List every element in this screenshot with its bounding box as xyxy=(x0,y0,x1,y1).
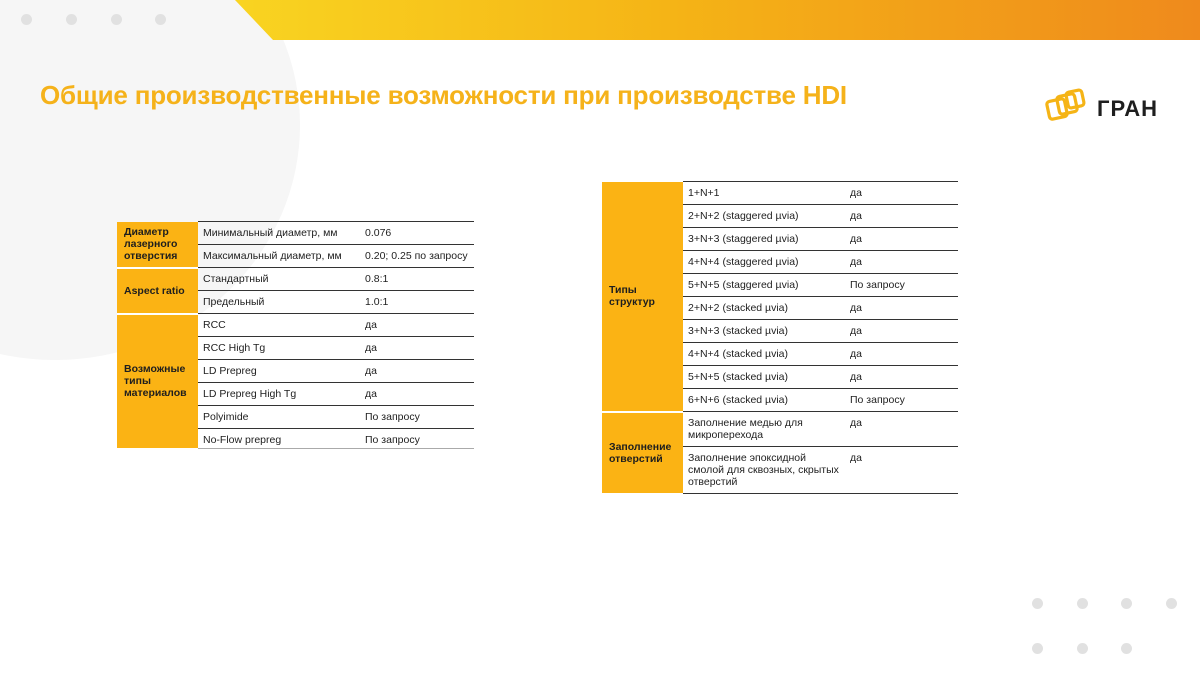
param-cell: Минимальный диаметр, мм xyxy=(198,222,360,245)
param-cell: Предельный xyxy=(198,291,360,314)
structure-types-table xyxy=(602,181,958,495)
param-cell: 4+N+4 (stacked µvia) xyxy=(683,343,845,366)
param-cell: 3+N+3 (stacked µvia) xyxy=(683,320,845,343)
value-cell: да xyxy=(360,383,474,406)
param-cell: Заполнение медью для микроперехода xyxy=(683,412,845,447)
decor-dot xyxy=(21,14,32,25)
table-row xyxy=(117,268,474,291)
page-title: Общие производственные возможности при производстве HDI xyxy=(40,80,847,110)
value-cell: да xyxy=(360,314,474,337)
param-cell: 2+N+2 (staggered µvia) xyxy=(683,205,845,228)
table-row xyxy=(602,412,958,447)
decor-dot xyxy=(1032,598,1043,609)
param-cell: 2+N+2 (stacked µvia) xyxy=(683,297,845,320)
group-label: Заполнение отверстий xyxy=(602,412,683,494)
group-label: Диаметр лазерного отверстия xyxy=(117,222,198,268)
value-cell: По запросу xyxy=(845,389,958,412)
group-label: Возможные типы материалов xyxy=(117,314,198,449)
value-cell: да xyxy=(845,366,958,389)
param-cell: Максимальный диаметр, мм xyxy=(198,245,360,268)
decor-dot xyxy=(1032,643,1043,654)
param-cell: RCC High Tg xyxy=(198,337,360,360)
param-cell: Заполнение эпоксидной смолой для сквозных, скрытых отверстий xyxy=(683,447,845,494)
value-cell: да xyxy=(845,412,958,447)
value-cell: да xyxy=(845,320,958,343)
param-cell: 3+N+3 (staggered µvia) xyxy=(683,228,845,251)
logo-text: ГРАН xyxy=(1097,96,1158,121)
value-cell: да xyxy=(845,297,958,320)
gran-logo-icon xyxy=(1045,87,1089,131)
value-cell: да xyxy=(360,360,474,383)
param-cell: Polyimide xyxy=(198,406,360,429)
value-cell: да xyxy=(845,251,958,274)
decor-dot xyxy=(155,14,166,25)
decor-dot xyxy=(1077,598,1088,609)
value-cell: По запросу xyxy=(845,274,958,297)
param-cell: LD Prepreg xyxy=(198,360,360,383)
param-cell: 1+N+1 xyxy=(683,182,845,205)
param-cell: 5+N+5 (staggered µvia) xyxy=(683,274,845,297)
value-cell: да xyxy=(845,205,958,228)
decor-dot xyxy=(66,14,77,25)
param-cell: Стандартный xyxy=(198,268,360,291)
decor-dot xyxy=(1121,598,1132,609)
table-row xyxy=(602,182,958,205)
value-cell: да xyxy=(845,228,958,251)
value-cell: По запросу xyxy=(360,429,474,449)
value-cell: да xyxy=(845,182,958,205)
param-cell: No-Flow prepreg xyxy=(198,429,360,449)
value-cell: 0.20; 0.25 по запросу xyxy=(360,245,474,268)
value-cell: 1.0:1 xyxy=(360,291,474,314)
decor-dot xyxy=(111,14,122,25)
decor-dot xyxy=(1166,598,1177,609)
group-label: Типы структур xyxy=(602,182,683,412)
decor-dot xyxy=(1077,643,1088,654)
value-cell: да xyxy=(360,337,474,360)
value-cell: да xyxy=(845,343,958,366)
param-cell: 6+N+6 (stacked µvia) xyxy=(683,389,845,412)
value-cell: 0.8:1 xyxy=(360,268,474,291)
laser-hole-spec-table xyxy=(117,221,474,450)
table-row xyxy=(117,222,474,245)
gran-logo xyxy=(1045,86,1158,132)
top-accent-bar xyxy=(235,0,1200,40)
param-cell: 5+N+5 (stacked µvia) xyxy=(683,366,845,389)
value-cell: да xyxy=(845,447,958,494)
param-cell: 4+N+4 (staggered µvia) xyxy=(683,251,845,274)
param-cell: LD Prepreg High Tg xyxy=(198,383,360,406)
table-row xyxy=(117,314,474,337)
value-cell: 0.076 xyxy=(360,222,474,245)
param-cell: RCC xyxy=(198,314,360,337)
value-cell: По запросу xyxy=(360,406,474,429)
group-label: Aspect ratio xyxy=(117,268,198,314)
decor-dot xyxy=(1121,643,1132,654)
